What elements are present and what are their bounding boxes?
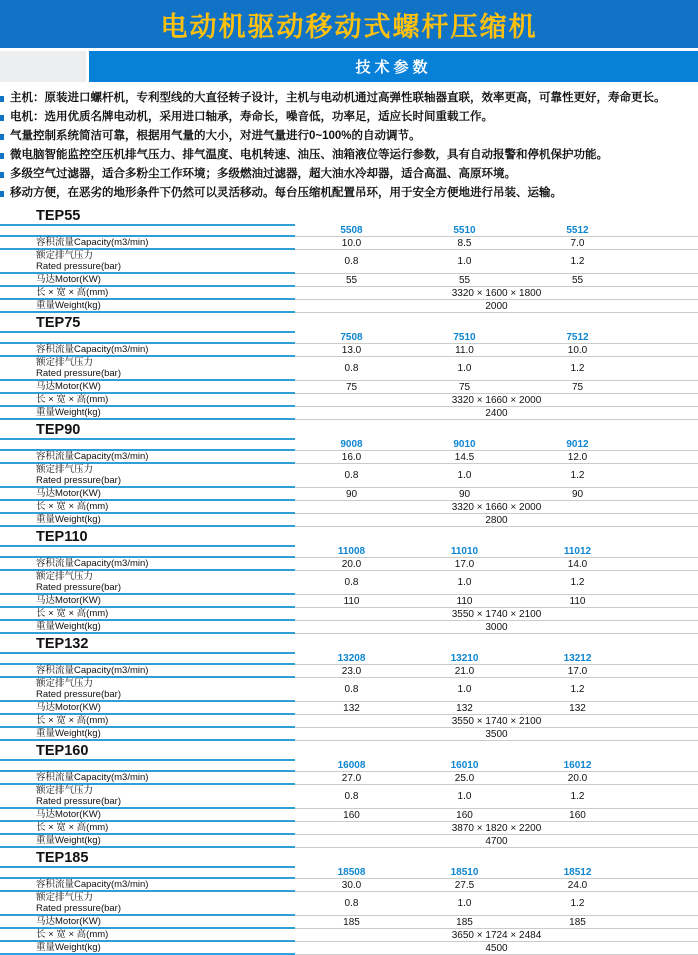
value-cell: 1.0: [457, 363, 472, 374]
value-cell: 0.8: [344, 256, 359, 267]
value-cell: 11.0: [455, 344, 474, 356]
pressure-cells: [295, 678, 698, 702]
value-cell: 0.8: [344, 363, 359, 374]
pressure-cells: [295, 250, 698, 274]
bullet-square-icon: [0, 172, 4, 178]
table-row-motor: [0, 916, 698, 929]
value-cell: 55: [458, 274, 471, 286]
row-label: 长 × 宽 × 高(mm): [36, 822, 109, 833]
model-cell: 7510: [453, 331, 476, 343]
table-row-models: [0, 866, 698, 879]
value-cell: 23.0: [341, 665, 362, 677]
feature-item: 多级空气过滤器，适合多粉尘工作环境；多级燃油过滤器，超大油水冷却器，适合高温、高原环境。: [0, 165, 698, 184]
table-row-pressure: [0, 250, 698, 274]
series-title: TEP160: [36, 743, 89, 759]
dimensions-value: 3550 × 1740 × 2100: [295, 715, 698, 728]
motor-cells: [295, 488, 698, 501]
model-cell: 9008: [340, 438, 363, 450]
motor-cells: [295, 381, 698, 394]
value-cell: 55: [571, 274, 584, 286]
table-row-motor: [0, 809, 698, 822]
row-label-empty: [0, 438, 295, 451]
row-label: Rated pressure(bar): [36, 261, 122, 272]
table-row-models: [0, 438, 698, 451]
row-label: 额定排气压力: [36, 250, 94, 261]
value-cell: 1.0: [457, 791, 472, 802]
table-row-dimensions: [0, 608, 698, 621]
motor-cells: [295, 809, 698, 822]
model-cell: 16008: [337, 759, 366, 771]
row-label: 重量Weight(kg): [36, 942, 101, 953]
row-label: 长 × 宽 × 高(mm): [36, 715, 109, 726]
value-cell: 160: [456, 809, 473, 821]
row-label: 额定排气压力: [36, 357, 94, 368]
pressure-cells: [295, 571, 698, 595]
value-cell: 1.0: [457, 256, 472, 267]
series-block: [0, 636, 698, 741]
value-cell: 90: [571, 488, 584, 500]
pressure-cells: [295, 785, 698, 809]
weight-value: 3500: [295, 728, 698, 741]
value-cell: 0.8: [344, 684, 359, 695]
feature-item: 主机：原装进口螺杆机，专利型线的大直径转子设计，主机与电动机通过高弹性联轴器直联，效率更高，可靠性更好，寿命更长。: [0, 89, 698, 108]
model-cell: 11008: [337, 545, 366, 557]
row-label: 马达Motor(KW): [36, 274, 101, 285]
model-cells: [295, 224, 698, 237]
value-cell: 55: [345, 274, 358, 286]
row-label-empty: [0, 759, 295, 772]
value-cell: 7.0: [570, 237, 585, 249]
series-title: TEP185: [36, 850, 89, 866]
value-cell: 27.5: [454, 879, 475, 891]
series-block: [0, 743, 698, 848]
series-title: TEP55: [36, 208, 81, 224]
row-label: 容积流量Capacity(m3/min): [36, 344, 149, 355]
pressure-cells: [295, 357, 698, 381]
row-label: 容积流量Capacity(m3/min): [36, 665, 149, 676]
value-cell: 1.2: [570, 363, 585, 374]
model-cell: 11012: [563, 545, 592, 557]
table-row-weight: [0, 300, 698, 313]
row-label-empty: [0, 545, 295, 558]
capacity-cells: [295, 344, 698, 357]
motor-cells: [295, 916, 698, 929]
section-bar-blue: [89, 51, 698, 82]
weight-value: 2400: [295, 407, 698, 420]
model-cells: [295, 438, 698, 451]
bullet-square-icon: [0, 134, 4, 140]
model-cell: 16010: [450, 759, 479, 771]
dimensions-value: 3650 × 1724 × 2484: [295, 929, 698, 942]
value-cell: 75: [458, 381, 471, 393]
value-cell: 25.0: [454, 772, 475, 784]
row-label: 马达Motor(KW): [36, 381, 101, 392]
series-title: TEP90: [36, 422, 81, 438]
model-cell: 9010: [453, 438, 476, 450]
weight-value: 4700: [295, 835, 698, 848]
row-label: 马达Motor(KW): [36, 488, 101, 499]
value-cell: 10.0: [567, 344, 588, 356]
value-cell: 0.8: [344, 470, 359, 481]
table-row-weight: [0, 514, 698, 527]
capacity-cells: [295, 665, 698, 678]
value-cell: 132: [343, 702, 360, 714]
series-title: TEP132: [36, 636, 89, 652]
model-cell: 18508: [337, 866, 366, 878]
row-label: 容积流量Capacity(m3/min): [36, 558, 149, 569]
model-cell: 5510: [453, 224, 476, 236]
row-label: 长 × 宽 × 高(mm): [36, 394, 109, 405]
table-row-capacity: [0, 772, 698, 785]
section-title: 技术参数: [355, 59, 432, 76]
series-block: [0, 422, 698, 527]
model-cell: 18510: [450, 866, 479, 878]
series-block: [0, 208, 698, 313]
model-cells: [295, 331, 698, 344]
value-cell: 20.0: [341, 558, 362, 570]
value-cell: 110: [569, 595, 586, 607]
row-label: 重量Weight(kg): [36, 300, 101, 311]
value-cell: 90: [345, 488, 358, 500]
row-label: 马达Motor(KW): [36, 916, 101, 927]
value-cell: 27.0: [341, 772, 362, 784]
value-cell: 110: [456, 595, 473, 607]
table-row-pressure: [0, 892, 698, 916]
spec-tables: [0, 208, 698, 955]
value-cell: 1.0: [457, 470, 472, 481]
table-row-dimensions: [0, 501, 698, 514]
row-label: Rated pressure(bar): [36, 475, 122, 486]
value-cell: 185: [343, 916, 360, 928]
table-row-weight: [0, 942, 698, 955]
table-row-capacity: [0, 451, 698, 464]
table-row-capacity: [0, 237, 698, 250]
page-title: 电动机驱动移动式螺杆压缩机: [160, 11, 538, 42]
row-label: Rated pressure(bar): [36, 903, 122, 914]
feature-item: 电机：选用优质名牌电动机，采用进口轴承，寿命长，噪音低，功率足，适应长时间重载工作。: [0, 108, 698, 127]
table-row-pressure: [0, 464, 698, 488]
row-label: 马达Motor(KW): [36, 595, 101, 606]
row-label: 额定排气压力: [36, 571, 94, 582]
table-row-weight: [0, 407, 698, 420]
table-row-motor: [0, 381, 698, 394]
feature-item: 微电脑智能监控空压机排气压力、排气温度、电机转速、油压、油箱液位等运行参数，具有自动报警和停机保护功能。: [0, 146, 698, 165]
weight-value: 2800: [295, 514, 698, 527]
table-row-dimensions: [0, 394, 698, 407]
page-header: [0, 0, 698, 48]
table-row-models: [0, 652, 698, 665]
value-cell: 17.0: [567, 665, 588, 677]
value-cell: 185: [569, 916, 586, 928]
row-label: 重量Weight(kg): [36, 407, 101, 418]
table-row-dimensions: [0, 715, 698, 728]
feature-item: 移动方便，在恶劣的地形条件下仍然可以灵活移动。每台压缩机配置吊环，用于安全方便地进行吊装、运输。: [0, 184, 698, 203]
model-cell: 13212: [563, 652, 592, 664]
table-row-dimensions: [0, 287, 698, 300]
motor-cells: [295, 702, 698, 715]
row-label: 容积流量Capacity(m3/min): [36, 772, 149, 783]
value-cell: 14.5: [454, 451, 475, 463]
model-cell: 7508: [340, 331, 363, 343]
pressure-cells: [295, 464, 698, 488]
model-cell: 13210: [450, 652, 479, 664]
model-cell: 18512: [563, 866, 592, 878]
dimensions-value: 3320 × 1660 × 2000: [295, 394, 698, 407]
table-row-models: [0, 224, 698, 237]
value-cell: 1.0: [457, 577, 472, 588]
value-cell: 1.2: [570, 256, 585, 267]
value-cell: 0.8: [344, 898, 359, 909]
value-cell: 132: [569, 702, 586, 714]
table-row-dimensions: [0, 929, 698, 942]
value-cell: 1.2: [570, 684, 585, 695]
row-label: 容积流量Capacity(m3/min): [36, 451, 149, 462]
series-block: [0, 850, 698, 955]
model-cell: 7512: [566, 331, 589, 343]
value-cell: 16.0: [341, 451, 362, 463]
value-cell: 14.0: [567, 558, 588, 570]
value-cell: 1.2: [570, 898, 585, 909]
row-label-empty: [0, 224, 295, 237]
row-label: 马达Motor(KW): [36, 809, 101, 820]
value-cell: 110: [343, 595, 360, 607]
value-cell: 132: [456, 702, 473, 714]
row-label: 额定排气压力: [36, 892, 94, 903]
value-cell: 160: [343, 809, 360, 821]
table-row-pressure: [0, 357, 698, 381]
value-cell: 24.0: [567, 879, 588, 891]
series-title: TEP110: [36, 529, 88, 545]
table-row-models: [0, 759, 698, 772]
model-cell: 16012: [563, 759, 592, 771]
weight-value: 4500: [295, 942, 698, 955]
dimensions-value: 3550 × 1740 × 2100: [295, 608, 698, 621]
row-label: 容积流量Capacity(m3/min): [36, 879, 149, 890]
table-row-motor: [0, 488, 698, 501]
model-cells: [295, 652, 698, 665]
feature-list: [0, 89, 698, 203]
table-row-dimensions: [0, 822, 698, 835]
table-row-pressure: [0, 785, 698, 809]
row-label-empty: [0, 866, 295, 879]
row-label: 重量Weight(kg): [36, 514, 101, 525]
row-label: Rated pressure(bar): [36, 582, 122, 593]
capacity-cells: [295, 879, 698, 892]
table-row-motor: [0, 595, 698, 608]
dimensions-value: 3870 × 1820 × 2200: [295, 822, 698, 835]
value-cell: 1.0: [457, 684, 472, 695]
value-cell: 90: [458, 488, 471, 500]
series-block: [0, 529, 698, 634]
capacity-cells: [295, 558, 698, 571]
row-label: 长 × 宽 × 高(mm): [36, 287, 109, 298]
capacity-cells: [295, 451, 698, 464]
value-cell: 20.0: [567, 772, 588, 784]
value-cell: 75: [345, 381, 358, 393]
bullet-square-icon: [0, 96, 4, 102]
row-label: 长 × 宽 × 高(mm): [36, 501, 109, 512]
motor-cells: [295, 274, 698, 287]
value-cell: 12.0: [567, 451, 588, 463]
model-cells: [295, 866, 698, 879]
value-cell: 0.8: [344, 577, 359, 588]
row-label-empty: [0, 652, 295, 665]
table-row-weight: [0, 835, 698, 848]
model-cell: 11010: [450, 545, 479, 557]
feature-item: 气量控制系统简洁可靠，根据用气量的大小，对进气量进行0~100%的自动调节。: [0, 127, 698, 146]
row-label: 额定排气压力: [36, 678, 94, 689]
row-label: 重量Weight(kg): [36, 621, 101, 632]
row-label: Rated pressure(bar): [36, 796, 122, 807]
capacity-cells: [295, 237, 698, 250]
row-label: 额定排气压力: [36, 785, 94, 796]
row-label: 重量Weight(kg): [36, 728, 101, 739]
table-row-pressure: [0, 678, 698, 702]
value-cell: 8.5: [457, 237, 472, 249]
table-row-capacity: [0, 665, 698, 678]
table-row-models: [0, 545, 698, 558]
value-cell: 1.2: [570, 577, 585, 588]
bullet-square-icon: [0, 153, 4, 159]
row-label: 长 × 宽 × 高(mm): [36, 929, 109, 940]
model-cells: [295, 759, 698, 772]
weight-value: 2000: [295, 300, 698, 313]
value-cell: 30.0: [341, 879, 362, 891]
value-cell: 21.0: [454, 665, 475, 677]
pressure-cells: [295, 892, 698, 916]
section-bar-spacer: [0, 51, 86, 82]
model-cell: 13208: [337, 652, 366, 664]
value-cell: 1.0: [457, 898, 472, 909]
weight-value: 3000: [295, 621, 698, 634]
bullet-square-icon: [0, 115, 4, 121]
model-cell: 5508: [340, 224, 363, 236]
table-row-weight: [0, 728, 698, 741]
value-cell: 1.2: [570, 470, 585, 481]
value-cell: 1.2: [570, 791, 585, 802]
row-label: Rated pressure(bar): [36, 689, 122, 700]
table-row-pressure: [0, 571, 698, 595]
table-row-weight: [0, 621, 698, 634]
row-label: 长 × 宽 × 高(mm): [36, 608, 109, 619]
table-row-motor: [0, 702, 698, 715]
value-cell: 10.0: [341, 237, 362, 249]
dimensions-value: 3320 × 1600 × 1800: [295, 287, 698, 300]
series-block: [0, 315, 698, 420]
section-bar: [0, 51, 698, 82]
row-label: 重量Weight(kg): [36, 835, 101, 846]
row-label: Rated pressure(bar): [36, 368, 122, 379]
value-cell: 160: [569, 809, 586, 821]
value-cell: 0.8: [344, 791, 359, 802]
dimensions-value: 3320 × 1660 × 2000: [295, 501, 698, 514]
row-label-empty: [0, 331, 295, 344]
value-cell: 75: [571, 381, 584, 393]
value-cell: 13.0: [341, 344, 362, 356]
series-title: TEP75: [36, 315, 81, 331]
value-cell: 185: [456, 916, 473, 928]
table-row-capacity: [0, 879, 698, 892]
motor-cells: [295, 595, 698, 608]
row-label: 马达Motor(KW): [36, 702, 101, 713]
table-row-capacity: [0, 344, 698, 357]
value-cell: 17.0: [454, 558, 475, 570]
row-label: 容积流量Capacity(m3/min): [36, 237, 149, 248]
row-label: 额定排气压力: [36, 464, 94, 475]
bullet-square-icon: [0, 191, 4, 197]
model-cell: 5512: [566, 224, 589, 236]
model-cells: [295, 545, 698, 558]
table-row-motor: [0, 274, 698, 287]
table-row-models: [0, 331, 698, 344]
model-cell: 9012: [566, 438, 589, 450]
table-row-capacity: [0, 558, 698, 571]
capacity-cells: [295, 772, 698, 785]
